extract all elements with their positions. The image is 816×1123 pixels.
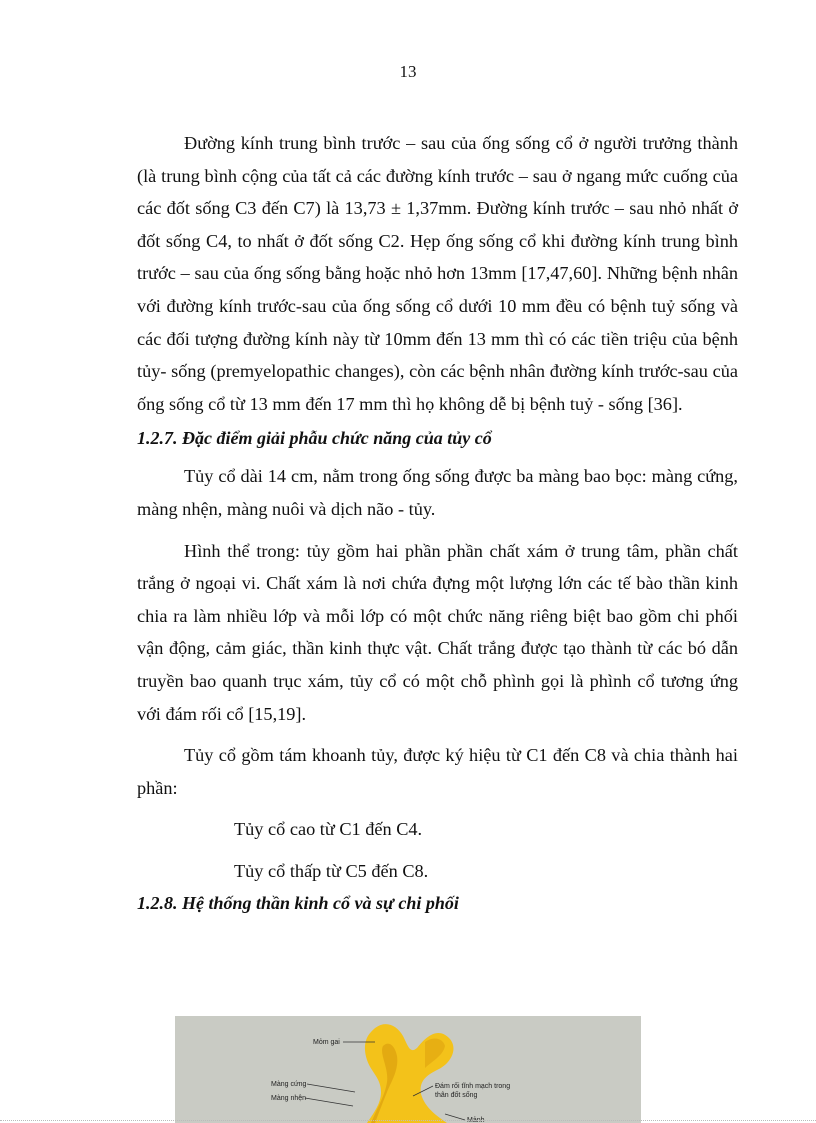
paragraph-internal-structure: Hình thể trong: tủy gồm hai phần phần chất xám ở trung tâm, phần chất trắng ở ngoại vi. Chất xám là nơi chứa đựng một lượng lớn các tế bào thần kinh chia ra làm nhiều lớp và mỗi lớp có một chức năng riêng biệt bao gồm chi phối vận động, cảm giác, thần kinh thực vật. Chất trắng được tạo thành từ các bó dẫn truyền bao quanh trục xám, tủy cổ có một chỗ phình gọi là phình cổ tương ứng với đám rối cổ [15,19]. bbox=[137, 540, 738, 724]
label-than-dot-song: thân đốt sống bbox=[435, 1092, 478, 1099]
label-dam-roi: Đám rối tĩnh mạch trong bbox=[435, 1083, 511, 1090]
vertebra-illustration bbox=[175, 1016, 641, 1123]
paragraph-cord-segments: Tủy cổ gồm tám khoanh tủy, được ký hiệu từ C1 đến C8 và chia thành hai phần: bbox=[137, 745, 738, 798]
list-item-upper-cervical: Tủy cổ cao từ C1 đến C4. bbox=[234, 819, 423, 840]
anatomy-figure bbox=[175, 1016, 641, 1123]
paragraph-cervical-cord-length: Tủy cổ dài 14 cm, nằm trong ống sống được ba màng bao bọc: màng cứng, màng nhện, màng nuôi và dịch não - tủy. bbox=[137, 466, 738, 519]
list-item-lower-cervical: Tủy cổ thấp từ C5 đến C8. bbox=[234, 860, 429, 881]
label-mom-gai: Mỏm gai bbox=[313, 1039, 340, 1046]
page-bottom-border bbox=[0, 1120, 816, 1121]
label-mang-cung: Màng cứng bbox=[271, 1081, 307, 1088]
paragraph-spinal-canal-diameter: Đường kính trung bình trước – sau của ống sống cổ ở người trưởng thành (là trung bình cộng của tất cả các đường kính trước – sau ở ngang mức cuống của các đốt sống C3 đến C7) là 13,73 ± 1,37mm. Đường kính trước – sau nhỏ nhất ở đốt sống C4, to nhất ở đốt sống C2. Hẹp ống sống cổ khi đường kính trung bình trước – sau của ống sống bằng hoặc nhỏ hơn 13mm [17,47,60]. Những bệnh nhân với đường kính trước-sau của ống sống cổ dưới 10 mm đều có bệnh tuỷ sống và các đối tượng đường kính này từ 10mm đến 13 mm thì có các tiền triệu của bệnh tủy- sống (premyelopathic changes), còn các bệnh nhân đường kính trước-sau của ống sống cổ từ 13 mm đến 17 mm thì họ không dễ bị bệnh tuỷ - sống [36]. bbox=[137, 133, 738, 414]
page-number: 13 bbox=[399, 62, 417, 81]
document-body bbox=[137, 127, 738, 919]
heading-section-1-2-7: 1.2.7. Đặc điểm giải phẫu chức năng của tủy cổ bbox=[137, 428, 492, 449]
label-mang-nhen: Màng nhện bbox=[271, 1095, 307, 1102]
label-manh: Mảnh bbox=[467, 1117, 485, 1123]
heading-section-1-2-8: 1.2.8. Hệ thống thần kinh cổ và sự chi phối bbox=[137, 893, 459, 914]
